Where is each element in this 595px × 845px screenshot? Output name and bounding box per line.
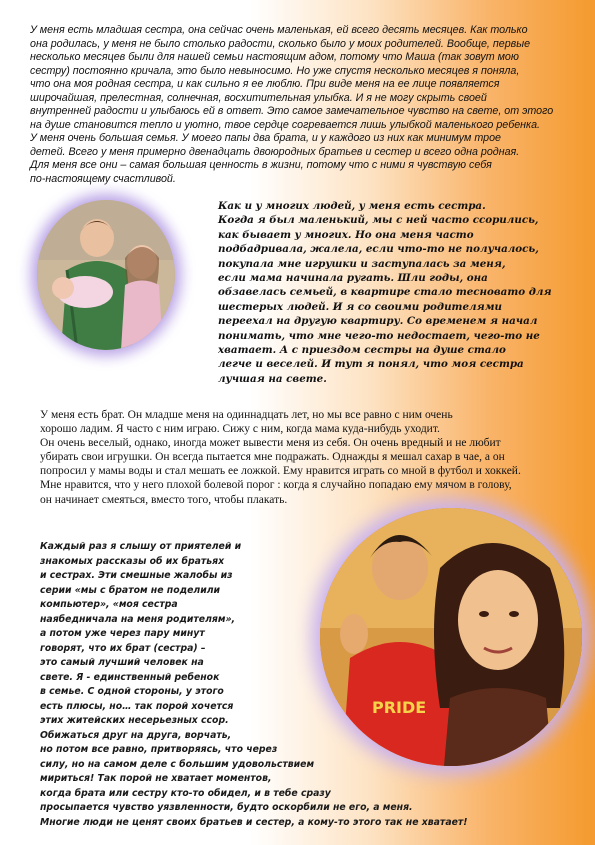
only-child-story	[40, 540, 500, 830]
text-line: У меня есть брат. Он младше меня на одиннадцать лет, но мы все равно с ним очень	[40, 409, 453, 421]
text-line: в семье. С одной стороны, у этого	[40, 686, 224, 697]
text-line: свете. Я - единственный ребенок	[40, 671, 220, 683]
text-line: что она моя родная сестра, и как сильно я ее люблю. При виде меня на ее лице появляется	[30, 78, 500, 90]
text-line: Для меня все они – самая большая ценность в жизни, потому что с ними я чувствую себя	[30, 159, 492, 171]
text-line: говорят, что их брат (сестра) –	[40, 642, 206, 654]
text-line: Каждый раз я слышу от приятелей и	[40, 541, 242, 552]
children-photo	[37, 200, 175, 350]
text-line: обзавелась семьей, в квартире стало тесновато для	[218, 286, 552, 299]
text-line: когда брата или сестру кто-то обидел, и в тебе сразу	[40, 787, 331, 799]
text-line: она родилась, у меня не было столько радости, сколько было у моих родителей. Вообще, первые	[30, 37, 531, 50]
text-line: силу, но на самом деле с большим удовольствием	[40, 758, 315, 770]
intro-paragraph	[30, 24, 578, 186]
text-line: понимать, что мне чего-то недостает, чего-то не	[218, 329, 540, 342]
text-line: легче и веселей. И тут я понял, что моя сестра	[218, 358, 524, 371]
text-line: хорошо ладим. Я часто с ним играю. Сижу с ним, когда мама куда-нибудь уходит.	[40, 423, 440, 436]
text-line: несколько месяцев были для нашей семьи настоящим адом, потому что Маша (так зовут мою	[30, 51, 519, 63]
text-line: покупала мне игрушки и заступалась за меня,	[218, 257, 506, 270]
shirt-print-text: PRIDE	[372, 698, 427, 717]
text-line: серии «мы с братом не поделили	[40, 584, 221, 596]
text-line: знакомых рассказы об их братьях	[40, 555, 225, 567]
text-line: по-настоящему счастливой.	[30, 172, 176, 185]
text-line: переехал на другую квартиру. Со временем я начал	[218, 315, 538, 328]
text-line: а потом уже через пару минут	[40, 628, 205, 639]
text-line: У меня очень большая семья. У моего папы два брата, и у каждого из них как минимум трое	[30, 132, 501, 144]
text-line: шестерых людей. И я со своими родителями	[218, 300, 503, 313]
text-line: Мне нравится, что у него плохой болевой порог : когда я случайно попадаю ему мячом в голову,	[40, 479, 512, 492]
text-line: как бывает у многих. Но она меня часто	[218, 228, 474, 241]
text-line: внутренней радости и улыбаюсь ей в ответ. Это самое замечательное чувство на свете, от этого	[30, 105, 554, 117]
text-line: это самый лучший человек на	[40, 657, 204, 668]
text-line: просыпается чувство уязвленности, будто оскорбили не его, а меня.	[40, 802, 413, 813]
text-line: но потом все равно, притворяясь, что через	[40, 744, 278, 755]
text-line: Многие люди не ценят своих братьев и сестер, а кому-то этого так не хватает!	[40, 816, 468, 828]
text-line: сестру) постоянно кричала, это было невыносимо. Но уже спустя несколько месяцев я поняла,	[30, 64, 520, 77]
text-line: У меня есть младшая сестра, она сейчас очень маленькая, ей всего десять месяцев. Как только	[30, 24, 528, 36]
text-line: есть плюсы, но… так порой хочется	[40, 700, 234, 712]
text-line: если мама начинала ругать. Шли годы, она	[218, 272, 488, 285]
text-line: лучшая на свете.	[218, 372, 327, 385]
text-line: Он очень веселый, однако, иногда может вывести меня из себя. Он очень вредный и не любит	[40, 437, 501, 450]
text-line: хватает. А с приездом сестры на душе стало	[218, 344, 506, 357]
text-line: Когда я был маленький, мы с ней часто ссорились,	[218, 214, 539, 227]
brother-story	[40, 408, 580, 507]
text-line: детей. Всего у меня примерно двенадцать двоюродных братьев и сестер и всего одна родная.	[30, 145, 520, 158]
text-line: этих житейских несерьезных ссор.	[40, 715, 229, 726]
text-line: он начинает смеяться, вместо того, чтобы плакать.	[40, 493, 288, 506]
text-line: попросил у мамы воды и стал мешать ее ложкой. Ему нравится играть со мной в футбол и хоккей.	[40, 465, 521, 478]
text-line: мириться! Так порой не хватает моментов,	[40, 773, 272, 784]
text-line: наябедничала на меня родителям»,	[40, 613, 236, 625]
sister-story	[218, 199, 563, 386]
text-line: на душе становится тепло и уютно, твое сердце согревается лишь улыбкой маленького ребенка.	[30, 118, 541, 131]
text-line: компьютер», «моя сестра	[40, 599, 178, 610]
text-line: широчайшая, прелестная, солнечная, восхитительная улыбка. И я не могу скрыть своей	[30, 91, 487, 104]
text-line: Как и у многих людей, у меня есть сестра.	[218, 200, 486, 212]
children-photo-illustration	[37, 200, 175, 350]
text-line: Обижаться друг на друга, ворчать,	[40, 729, 232, 741]
text-line: подбадривала, жалела, если что-то не получалось,	[218, 243, 539, 256]
text-line: и сестрах. Эти смешные жалобы из	[40, 570, 233, 581]
text-line: убирать свои игрушки. Он всегда пытается мне подражать. Однажды я мешал сахар в чае, а он	[40, 451, 505, 464]
